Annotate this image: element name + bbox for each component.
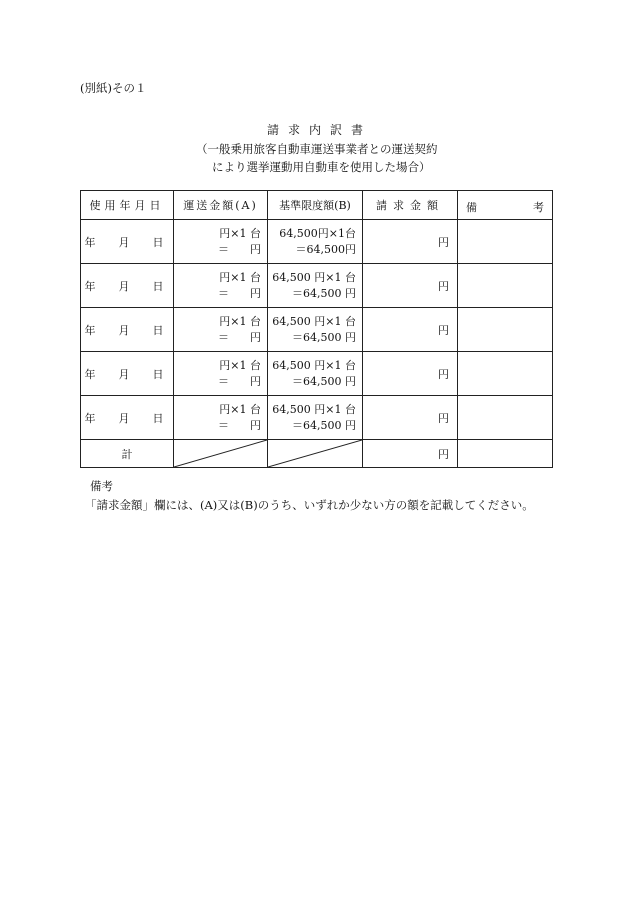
date-cell[interactable]: 年 月 日 — [81, 308, 174, 352]
limit-total: ＝64,500 円 — [292, 286, 356, 300]
header-limit: 基準限度額(B) — [268, 191, 363, 220]
header-note — [458, 191, 553, 220]
claim-cell[interactable]: 円 — [363, 220, 458, 264]
claim-breakdown-table — [80, 190, 553, 468]
claim-cell[interactable]: 円 — [363, 308, 458, 352]
claim-cell[interactable]: 円 — [363, 264, 458, 308]
total-claim-cell[interactable]: 円 — [363, 440, 458, 468]
limit-total: ＝64,500 円 — [292, 330, 356, 344]
limit-total: ＝64,500 円 — [292, 418, 356, 432]
header-fare: 運送金額(A) — [174, 191, 268, 220]
limit-unit: 64,500 円×1 台 — [272, 358, 356, 372]
fare-equals: ＝ — [218, 374, 229, 388]
header-date: 使用年月日 — [81, 191, 174, 220]
fare-unit: 円×1 台 — [219, 402, 261, 416]
limit-total-crossed — [268, 440, 363, 468]
table-row — [81, 352, 553, 396]
fare-cell[interactable] — [174, 396, 268, 440]
date-cell[interactable]: 年 月 日 — [81, 352, 174, 396]
date-cell[interactable]: 年 月 日 — [81, 396, 174, 440]
limit-cell — [268, 264, 363, 308]
total-note-cell[interactable] — [458, 440, 553, 468]
date-cell[interactable]: 年 月 日 — [81, 220, 174, 264]
fare-cell[interactable] — [174, 220, 268, 264]
limit-cell — [268, 308, 363, 352]
fare-unit: 円×1 台 — [219, 270, 261, 284]
limit-total: ＝64,500円 — [295, 242, 356, 256]
note-cell[interactable] — [458, 352, 553, 396]
limit-cell — [268, 396, 363, 440]
fare-yen: 円 — [250, 286, 261, 300]
fare-yen: 円 — [250, 418, 261, 432]
claim-cell[interactable]: 円 — [363, 396, 458, 440]
note-cell[interactable] — [458, 308, 553, 352]
fare-cell[interactable] — [174, 264, 268, 308]
fare-yen: 円 — [250, 374, 261, 388]
header-claim: 請求金額 — [363, 191, 458, 220]
fare-yen: 円 — [250, 330, 261, 344]
table-row — [81, 396, 553, 440]
limit-unit: 64,500円×1台 — [279, 226, 356, 240]
fare-yen: 円 — [250, 242, 261, 256]
table-header-row — [81, 191, 553, 220]
fare-cell[interactable] — [174, 308, 268, 352]
subtitle-line-1: （一般乗用旅客自動車運送事業者との運送契約 — [196, 142, 438, 156]
fare-equals: ＝ — [218, 242, 229, 256]
limit-total: ＝64,500 円 — [292, 374, 356, 388]
document-title: 請求内訳書 — [266, 123, 372, 137]
subtitle-line-2: により選挙運動用自動車を使用した場合） — [212, 160, 431, 174]
fare-unit: 円×1 台 — [219, 314, 261, 328]
annex-label: (別紙)その１ — [80, 81, 147, 95]
fare-cell[interactable] — [174, 352, 268, 396]
fare-total-crossed — [174, 440, 268, 468]
header-note-left: 備 — [466, 201, 477, 214]
limit-cell — [268, 352, 363, 396]
diagonal-line — [268, 440, 362, 467]
limit-unit: 64,500 円×1 台 — [272, 314, 356, 328]
diagonal-line — [174, 440, 267, 467]
table-row — [81, 264, 553, 308]
fare-unit: 円×1 台 — [219, 226, 261, 240]
remarks-heading: 備考 — [90, 479, 113, 493]
note-cell[interactable] — [458, 396, 553, 440]
header-note-right: 考 — [533, 201, 544, 214]
total-label: 計 — [81, 440, 174, 468]
fare-equals: ＝ — [218, 330, 229, 344]
fare-equals: ＝ — [218, 418, 229, 432]
remarks-text: 「請求金額」欄には、(A)又は(B)のうち、いずれか少ない方の額を記載してください。 — [85, 498, 534, 512]
claim-cell[interactable]: 円 — [363, 352, 458, 396]
limit-cell — [268, 220, 363, 264]
fare-unit: 円×1 台 — [219, 358, 261, 372]
limit-unit: 64,500 円×1 台 — [272, 270, 356, 284]
table-row — [81, 220, 553, 264]
table-row — [81, 308, 553, 352]
note-cell[interactable] — [458, 220, 553, 264]
fare-equals: ＝ — [218, 286, 229, 300]
note-cell[interactable] — [458, 264, 553, 308]
limit-unit: 64,500 円×1 台 — [272, 402, 356, 416]
total-row — [81, 440, 553, 468]
date-cell[interactable]: 年 月 日 — [81, 264, 174, 308]
